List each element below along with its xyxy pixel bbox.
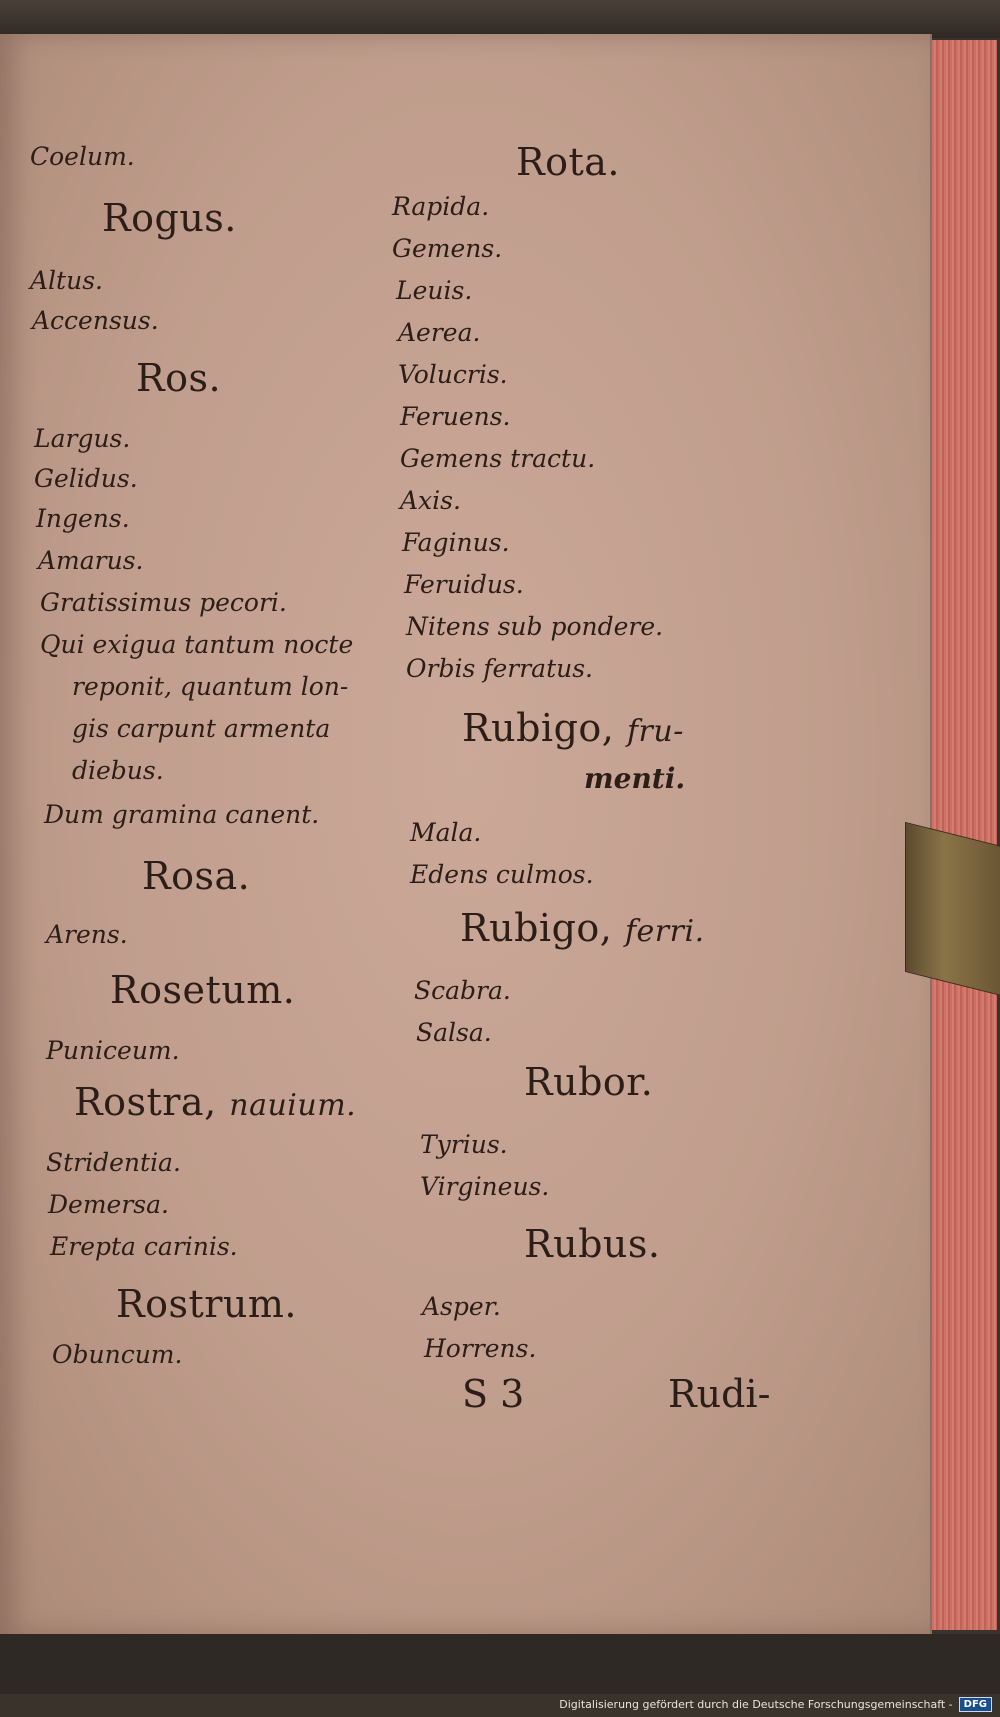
top-binding (0, 0, 1000, 38)
left-heading: Rosa. (142, 854, 251, 898)
left-heading: Rostrum. (116, 1282, 298, 1326)
right-entry: Feruens. (400, 402, 511, 431)
left-entry: Erepta carinis. (50, 1232, 238, 1261)
heading-main: Rubigo, (460, 906, 613, 950)
left-entry: diebus. (72, 756, 164, 785)
signature-mark: S 3 (462, 1372, 525, 1416)
clasp (905, 822, 1000, 996)
left-heading: Rogus. (102, 196, 237, 240)
heading-suffix: nauium. (229, 1088, 357, 1123)
right-entry: Leuis. (396, 276, 473, 305)
left-entry: Demersa. (48, 1190, 169, 1219)
right-heading: Rota. (516, 140, 620, 184)
left-entry: Gratissimus pecori. (40, 588, 287, 617)
heading-main: Rubigo, (462, 706, 615, 750)
left-entry: Qui exigua tantum nocte (40, 630, 354, 659)
right-entry: Mala. (410, 818, 482, 847)
left-entry: Accensus. (32, 306, 159, 335)
left-entry: reponit, quantum lon- (72, 672, 349, 701)
right-entry: Edens culmos. (410, 860, 594, 889)
left-entry: Puniceum. (46, 1036, 180, 1065)
bottom-binding (0, 1634, 1000, 1694)
right-entry: Aerea. (398, 318, 481, 347)
right-entry: Virgineus. (420, 1172, 550, 1201)
right-entry: Salsa. (416, 1018, 492, 1047)
right-entry: Axis. (400, 486, 461, 515)
left-entry: Dum gramina canent. (44, 800, 320, 829)
digitization-credit (559, 1695, 992, 1713)
dfg-logo-icon: DFG (959, 1697, 992, 1712)
left-entry: Coelum. (30, 142, 135, 171)
heading-suffix: ferri. (624, 914, 705, 949)
right-entry: Scabra. (414, 976, 511, 1005)
right-entry: Asper. (422, 1292, 501, 1321)
left-heading: Ros. (136, 356, 222, 400)
left-entry: Largus. (34, 424, 131, 453)
left-entry: Arens. (46, 920, 128, 949)
left-entry: gis carpunt armenta (72, 714, 331, 743)
right-entry: Tyrius. (420, 1130, 508, 1159)
left-heading: Rosetum. (110, 968, 296, 1012)
left-entry: Gelidus. (34, 464, 138, 493)
left-entry: Stridentia. (46, 1148, 181, 1177)
heading-main: Rostra, (74, 1080, 217, 1124)
right-entry: Horrens. (424, 1334, 537, 1363)
right-entry: Rapida. (392, 192, 490, 221)
left-entry: Amarus. (38, 546, 144, 575)
right-entry: Orbis ferratus. (406, 654, 593, 683)
left-entry: Altus. (30, 266, 103, 295)
left-heading-rostra (74, 1080, 356, 1124)
right-entry: Gemens. (392, 234, 503, 263)
right-entry: Nitens sub pondere. (406, 612, 664, 641)
heading-suffix: fru- (626, 714, 684, 749)
right-heading-rubigo-ferri (460, 906, 705, 950)
right-entry: Volucris. (398, 360, 508, 389)
right-entry: Feruidus. (404, 570, 524, 599)
left-entry: Ingens. (36, 504, 130, 533)
credit-text: Digitalisierung gefördert durch die Deutsche Forschungsgemeinschaft - (559, 1697, 953, 1711)
right-entry: Faginus. (402, 528, 510, 557)
right-heading: Rubor. (524, 1060, 654, 1104)
right-heading: Rubus. (524, 1222, 661, 1266)
right-heading-rubigo-frumenti (462, 706, 684, 750)
right-entry: Gemens tractu. (400, 444, 596, 473)
left-entry: Obuncum. (52, 1340, 183, 1369)
catchword: Rudi- (668, 1372, 771, 1416)
right-entry-continued: menti. (584, 762, 686, 795)
